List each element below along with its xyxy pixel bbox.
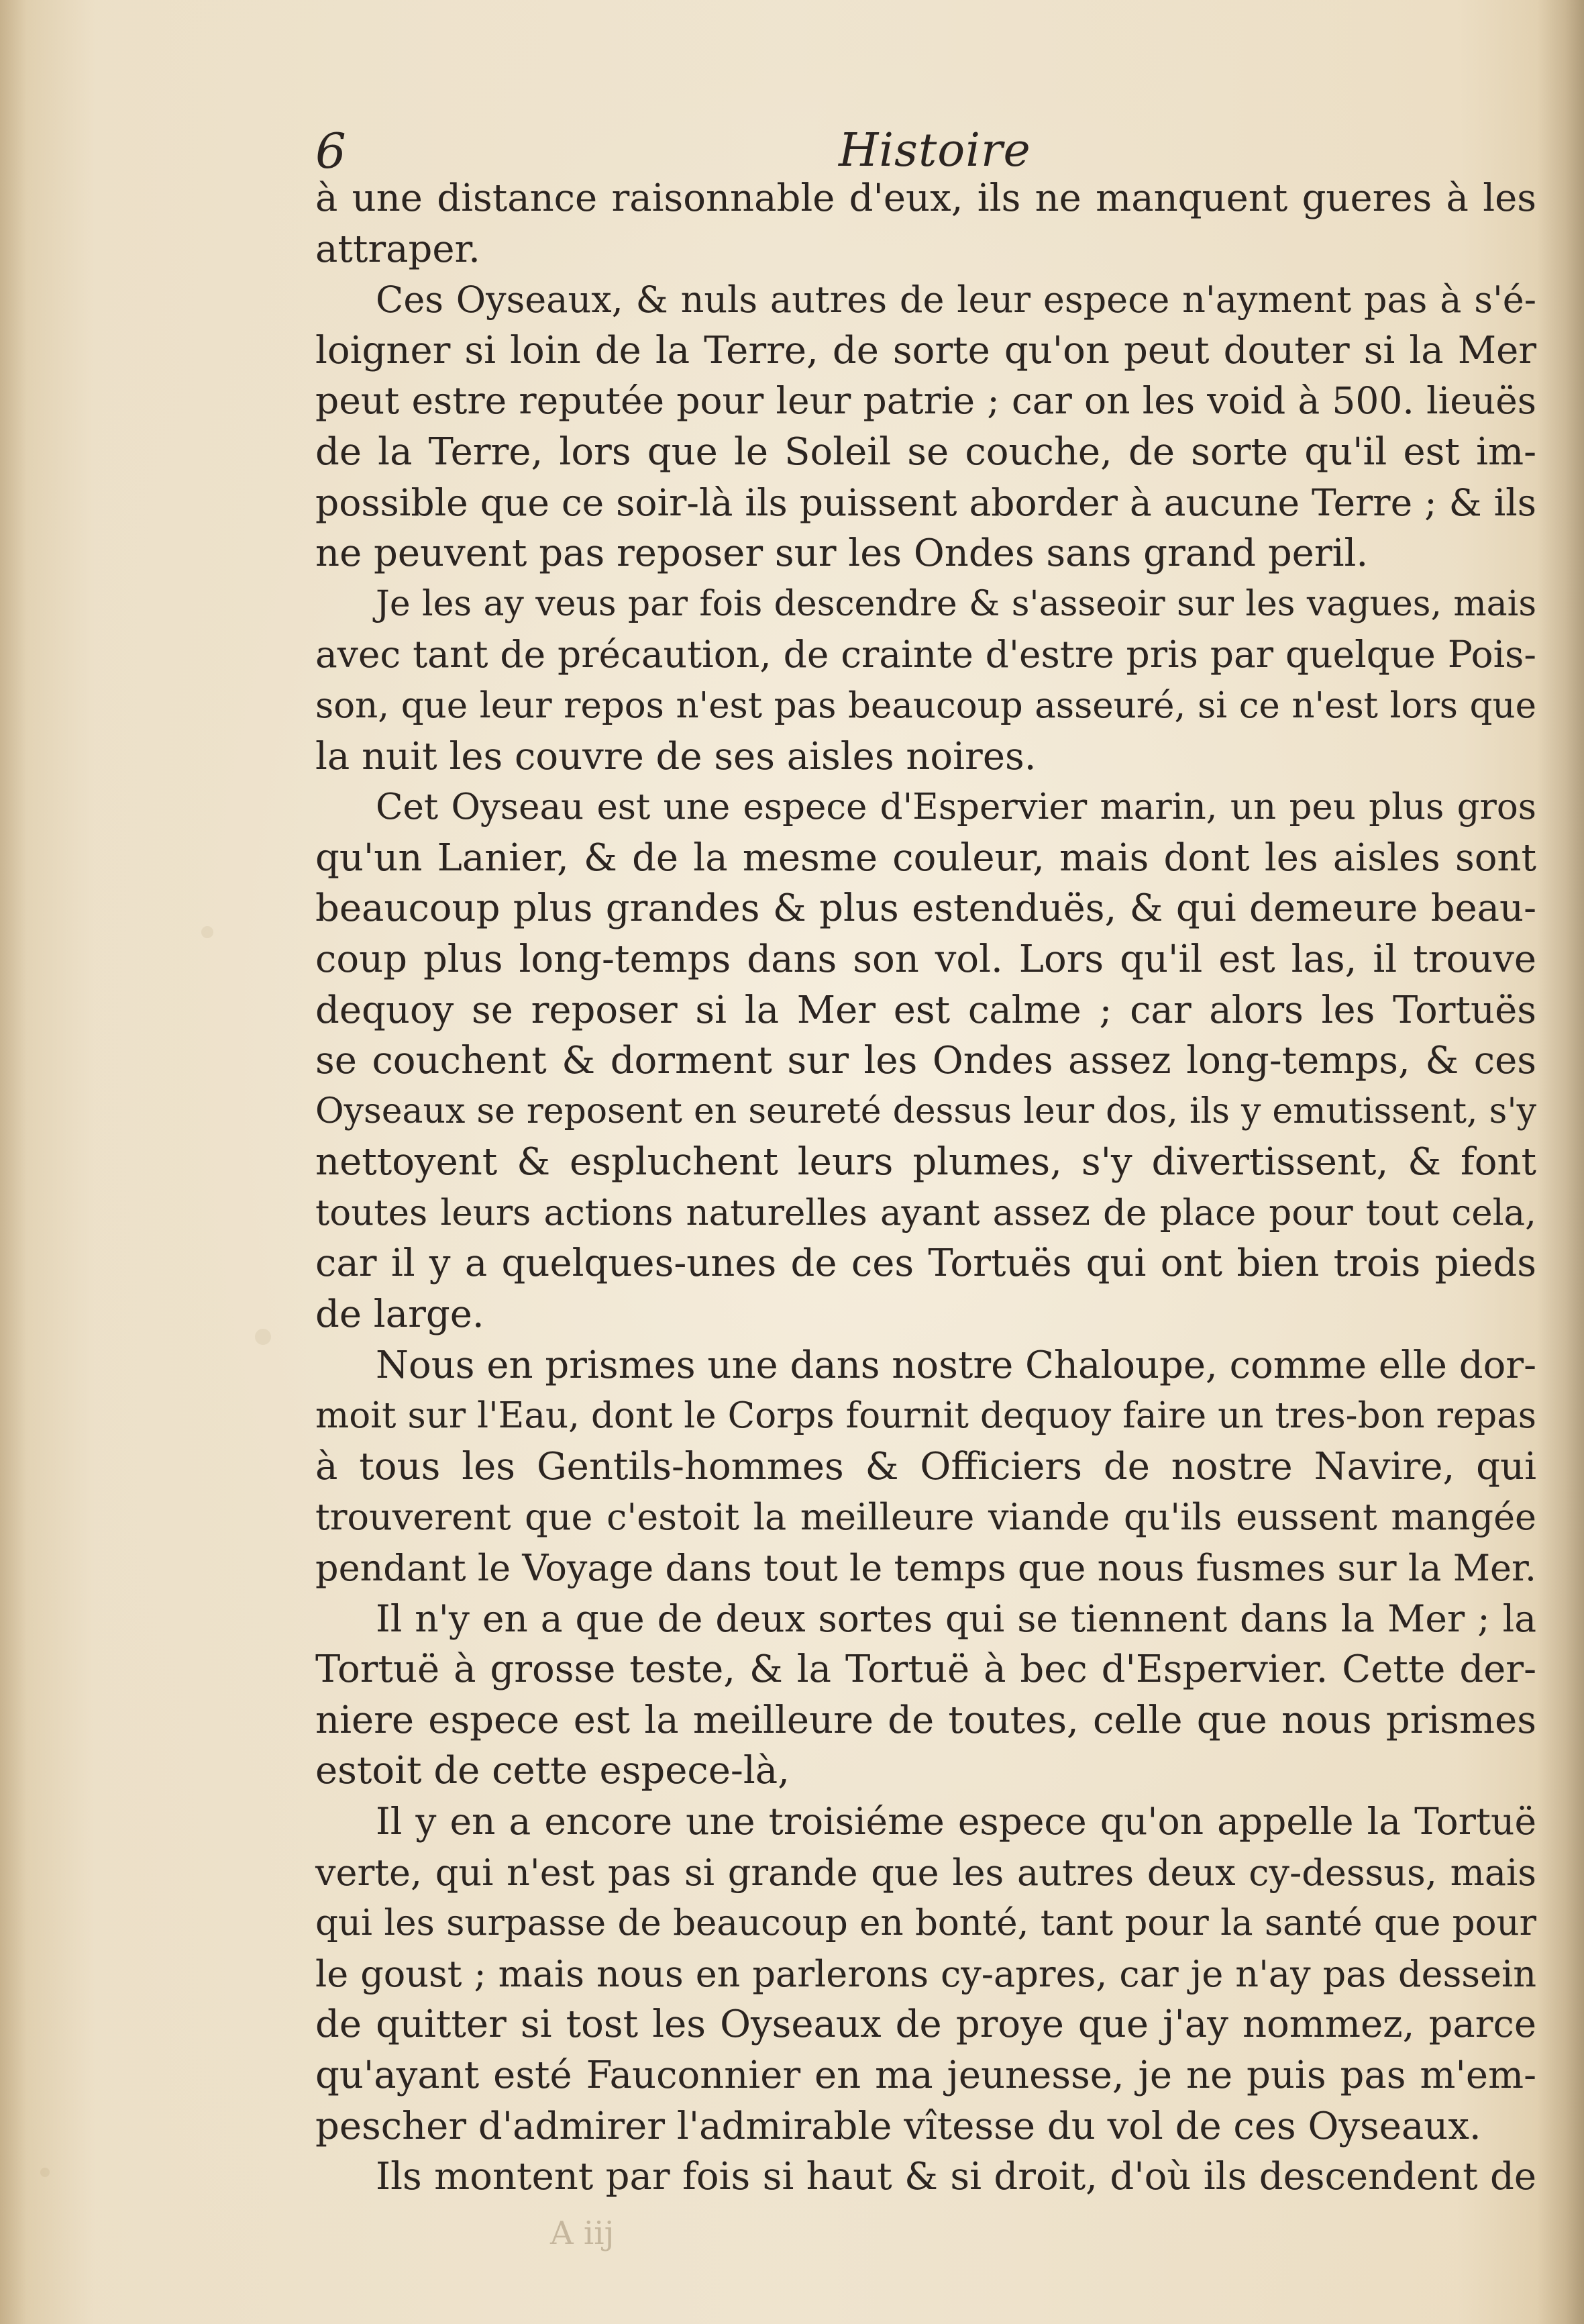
text-line: la nuit les couvre de ses aisles noires. [315, 734, 1037, 778]
paper-stain [201, 926, 213, 938]
text-line: verte, qui n'est pas si grande que les autres deux cy-dessus, mais [315, 1851, 1536, 1894]
text-line: de large. [315, 1293, 484, 1337]
paper-stain [40, 2168, 50, 2177]
text-line: son, que leur repos n'est pas beaucoup asseuré, si ce n'est lors que [315, 685, 1536, 726]
text-line: qu'un Lanier, & de la mesme couleur, mais dont les aisles sont [315, 836, 1536, 880]
text-line: Je les ay veus par fois descendre & s'asseoir sur les vagues, mais [376, 583, 1536, 624]
running-title: Histoire [839, 124, 1031, 177]
text-line: ne peuvent pas reposer sur les Ondes sans grand peril. [315, 532, 1369, 576]
text-line: qui les surpasse de beaucoup en bonté, tant pour la santé que pour [315, 1903, 1536, 1944]
text-line: de quitter si tost les Oyseaux de proye que j'ay nommez, parce [315, 2003, 1536, 2047]
text-line: Oyseaux se reposent en seureté dessus leur dos, ils y emutissent, s'y [315, 1091, 1536, 1131]
text-line: Nous en prismes une dans nostre Chaloupe, comme elle dor- [376, 1343, 1536, 1387]
text-line: se couchent & dorment sur les Ondes assez long-temps, & ces [315, 1039, 1536, 1083]
signature-mark: A iij [550, 2215, 615, 2252]
text-line: moit sur l'Eau, dont le Corps fournit dequoy faire un tres-bon repas [315, 1395, 1536, 1437]
text-line: avec tant de précaution, de crainte d'estre pris par quelque Pois- [315, 633, 1536, 676]
text-line: le goust ; mais nous en parlerons cy-apres, car je n'ay pas dessein [315, 1952, 1536, 1995]
text-line: beaucoup plus grandes & plus estenduës, & qui demeure beau- [315, 887, 1536, 931]
text-line: peut estre reputée pour leur patrie ; car on les void à 500. lieuës [315, 379, 1536, 423]
body-text [315, 173, 1536, 2203]
text-line: à une distance raisonnable d'eux, ils ne manquent gueres à les [315, 176, 1536, 220]
page-left-edge [0, 0, 27, 2324]
text-line: Ils montent par fois si haut & si droit, d'où ils descendent de [376, 2155, 1536, 2199]
text-line: car il y a quelques-unes de ces Tortuës qui ont bien trois pieds [315, 1242, 1536, 1286]
text-line: toutes leurs actions naturelles ayant assez de place pour tout cela, [315, 1192, 1536, 1233]
page-number: 6 [315, 123, 346, 179]
text-line: de la Terre, lors que le Soleil se couche, de sorte qu'il est im- [315, 430, 1536, 474]
text-line: à tous les Gentils-hommes & Officiers de nostre Navire, qui [315, 1444, 1536, 1488]
text-line: Il n'y en a que de deux sortes qui se tiennent dans la Mer ; la [376, 1597, 1536, 1640]
text-line: Cet Oyseau est une espece d'Espervier marin, un peu plus gros [376, 787, 1536, 828]
text-line: Tortuë à grosse teste, & la Tortuë à bec d'Espervier. Cette der- [315, 1648, 1536, 1692]
text-line: nettoyent & espluchent leurs plumes, s'y divertissent, & font [315, 1140, 1536, 1184]
paper-stain [255, 1329, 271, 1345]
text-line: trouverent que c'estoit la meilleure viande qu'ils eussent mangée [315, 1496, 1536, 1539]
text-line: Ces Oyseaux, & nuls autres de leur espece n'ayment pas à s'é- [376, 279, 1536, 321]
text-line: possible que ce soir-là ils puissent aborder à aucune Terre ; & ils [315, 481, 1536, 524]
text-line: qu'ayant esté Fauconnier en ma jeunesse, je ne puis pas m'em- [315, 2053, 1536, 2097]
text-line: coup plus long-temps dans son vol. Lors qu'il est las, il trouve [315, 937, 1536, 981]
text-line: niere espece est la meilleure de toutes, celle que nous prismes [315, 1698, 1536, 1742]
text-line: pescher d'admirer l'admirable vîtesse du vol de ces Oyseaux. [315, 2104, 1481, 2148]
text-line: attraper. [315, 227, 480, 271]
text-line: estoit de cette espece-là, [315, 1749, 790, 1793]
page-fold-shadow [1537, 0, 1584, 2324]
text-line: dequoy se reposer si la Mer est calme ; car alors les Tortuës [315, 988, 1536, 1032]
text-line: loigner si loin de la Terre, de sorte qu'on peut douter si la Mer [315, 328, 1536, 372]
text-line: Il y en a encore une troisiéme espece qu'on appelle la Tortuë [376, 1800, 1536, 1843]
text-line: pendant le Voyage dans tout le temps que nous fusmes sur la Mer. [315, 1547, 1536, 1590]
